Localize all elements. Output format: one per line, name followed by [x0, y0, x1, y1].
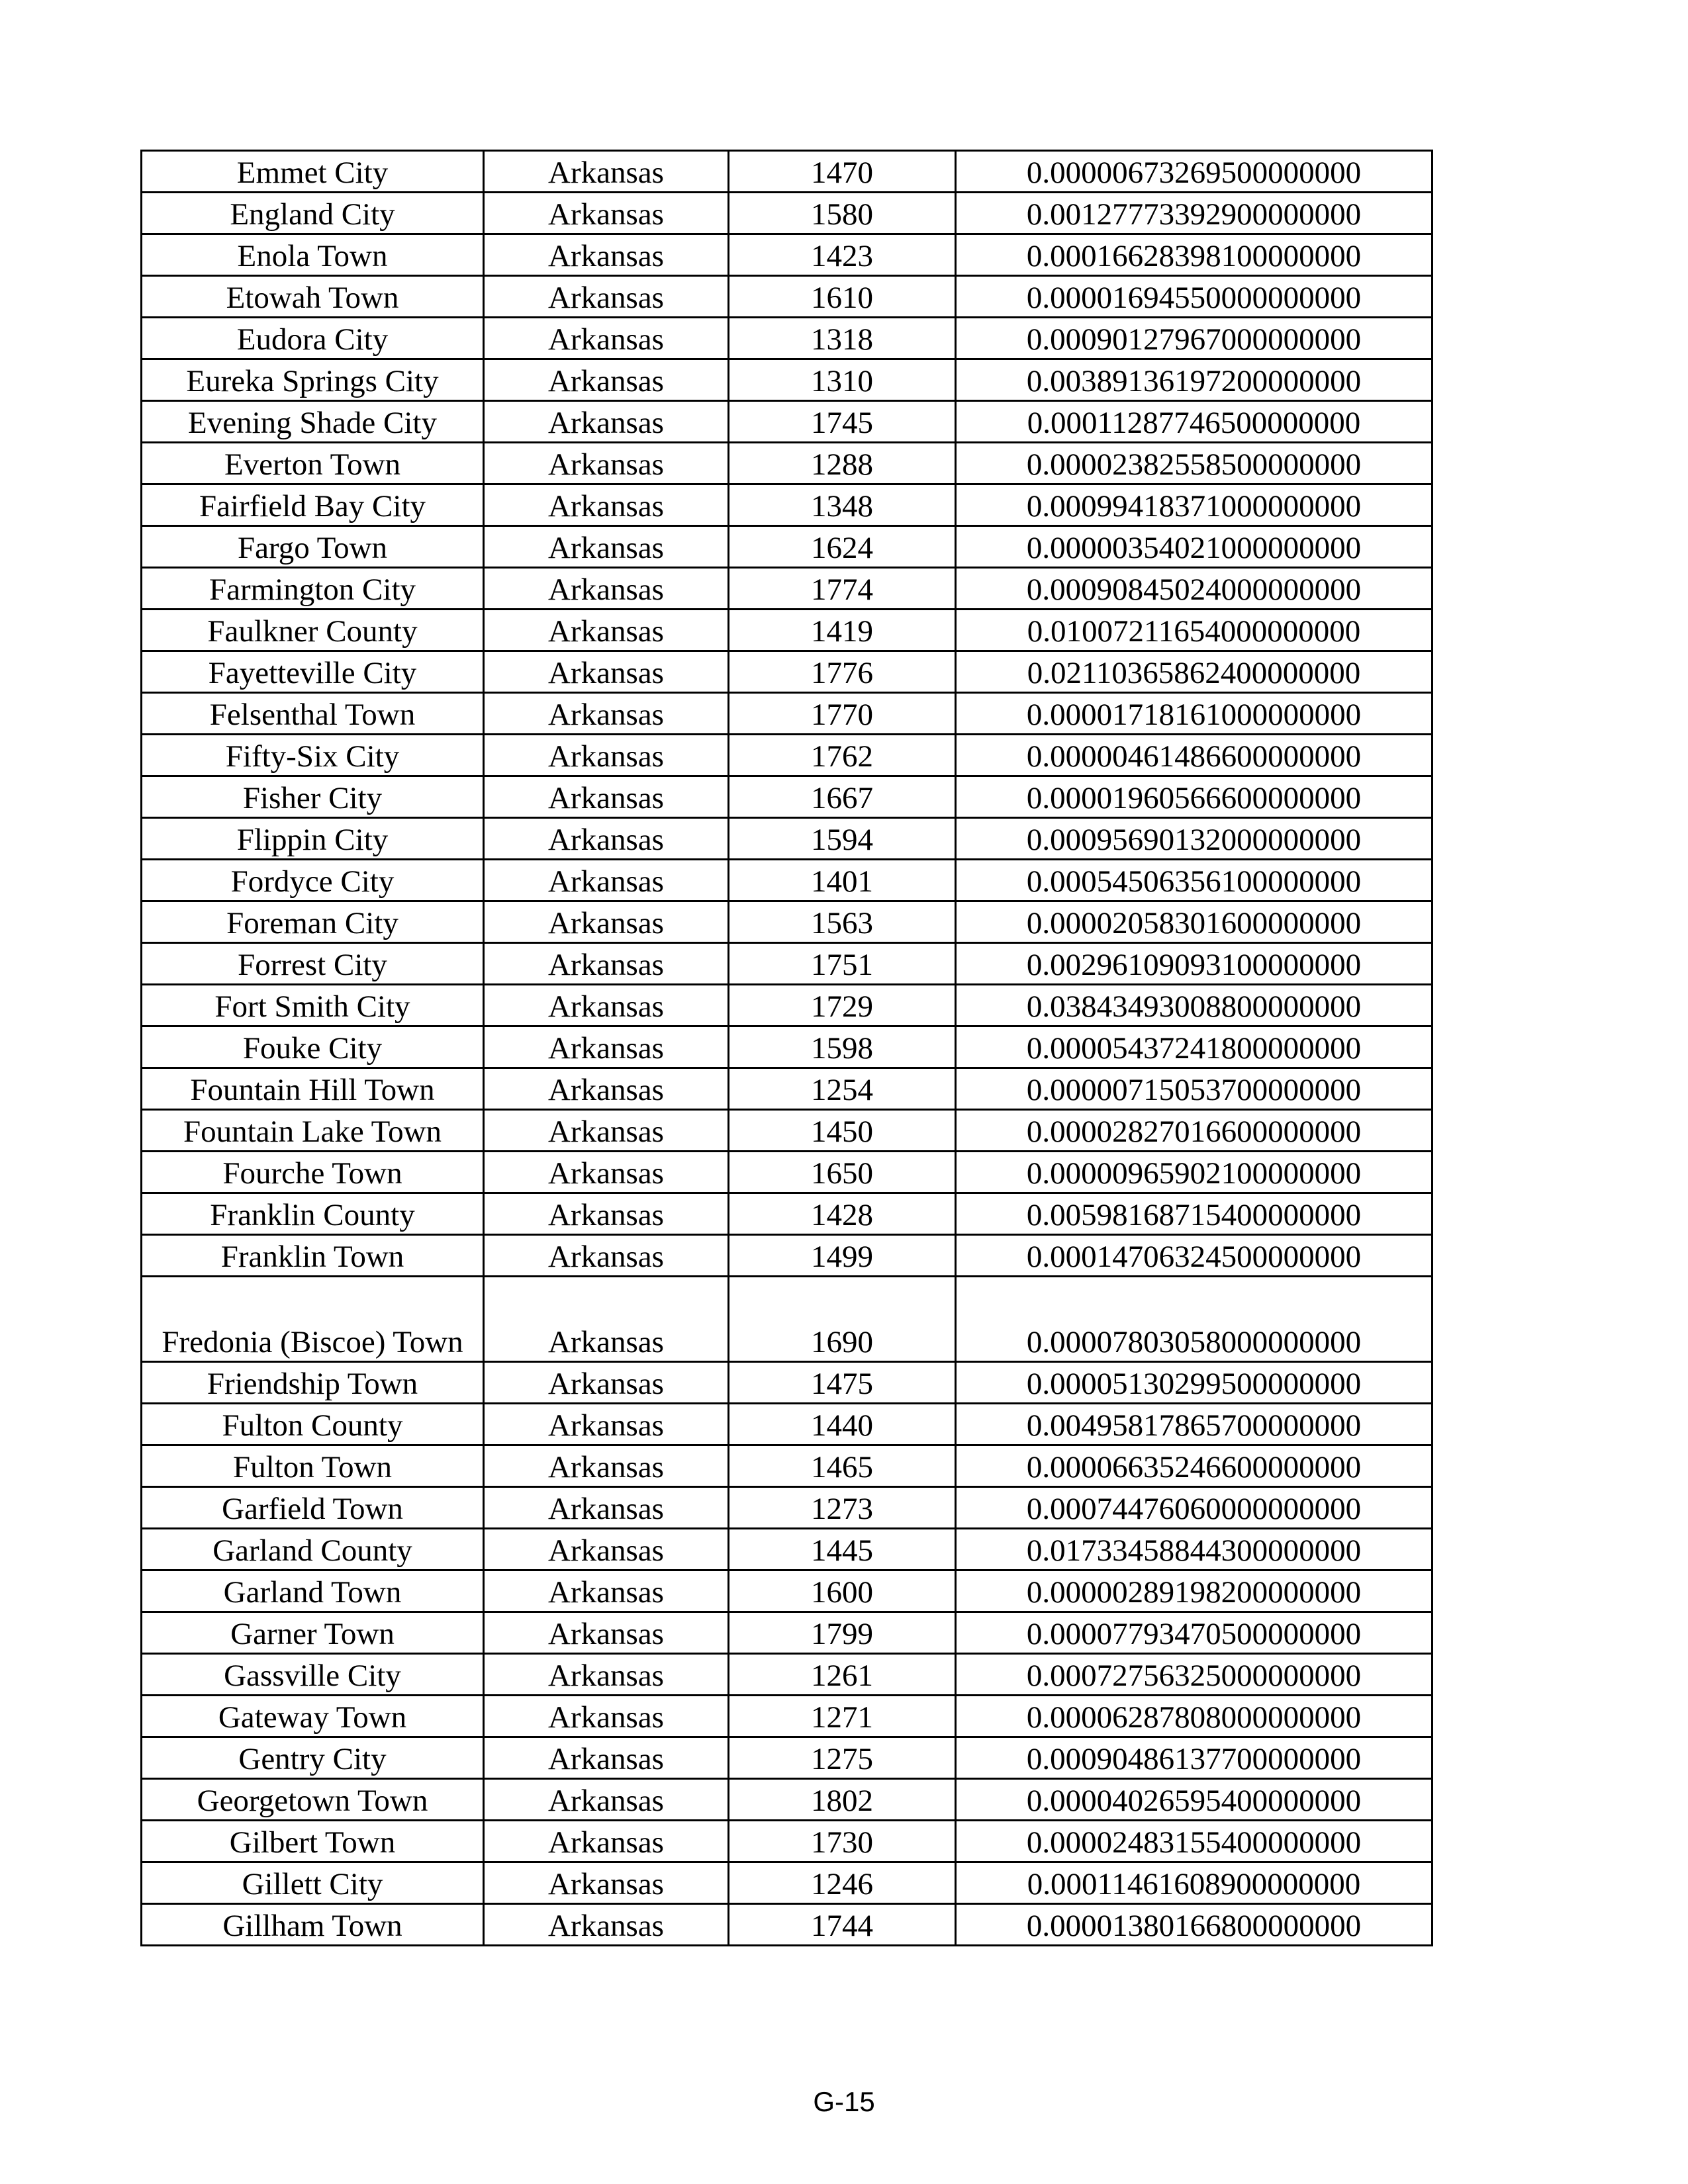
- percentage-cell: 0.00296109093100000000: [956, 943, 1432, 985]
- state-cell: Arkansas: [484, 1570, 729, 1612]
- state-cell: Arkansas: [484, 1654, 729, 1696]
- state-cell: Arkansas: [484, 860, 729, 901]
- state-cell: Arkansas: [484, 985, 729, 1026]
- percentage-cell: 0.00000965902100000000: [956, 1152, 1432, 1193]
- table-row: [142, 651, 1432, 693]
- municipality-cell: Fountain Hill Town: [142, 1068, 484, 1110]
- municipality-cell: Friendship Town: [142, 1362, 484, 1404]
- table-row: [142, 901, 1432, 943]
- percentage-cell: 0.00099418371000000000: [956, 484, 1432, 526]
- code-cell: 1650: [729, 1152, 956, 1193]
- table-row: [142, 1737, 1432, 1779]
- state-cell: Arkansas: [484, 443, 729, 484]
- state-cell: Arkansas: [484, 1026, 729, 1068]
- municipality-cell: Felsenthal Town: [142, 693, 484, 735]
- table-row: [142, 1068, 1432, 1110]
- code-cell: 1273: [729, 1487, 956, 1529]
- state-cell: Arkansas: [484, 568, 729, 610]
- code-cell: 1594: [729, 818, 956, 860]
- table-row: [142, 318, 1432, 359]
- municipality-cell: Gillham Town: [142, 1904, 484, 1946]
- percentage-cell: 0.00127773392900000000: [956, 193, 1432, 234]
- municipality-cell: Eudora City: [142, 318, 484, 359]
- code-cell: 1600: [729, 1570, 956, 1612]
- table-row: [142, 943, 1432, 985]
- code-cell: 1423: [729, 234, 956, 276]
- municipality-cell: Fort Smith City: [142, 985, 484, 1026]
- code-cell: 1310: [729, 359, 956, 401]
- state-cell: Arkansas: [484, 1110, 729, 1152]
- state-cell: Arkansas: [484, 193, 729, 234]
- table-row: [142, 1487, 1432, 1529]
- municipality-cell: Faulkner County: [142, 610, 484, 651]
- percentage-cell: 0.00495817865700000000: [956, 1404, 1432, 1445]
- municipality-cell: Fairfield Bay City: [142, 484, 484, 526]
- percentage-cell: 0.00000354021000000000: [956, 526, 1432, 568]
- state-cell: Arkansas: [484, 735, 729, 776]
- municipality-cell: Flippin City: [142, 818, 484, 860]
- code-cell: 1624: [729, 526, 956, 568]
- municipality-cell: Gilbert Town: [142, 1821, 484, 1862]
- state-cell: Arkansas: [484, 1737, 729, 1779]
- municipality-cell: Fouke City: [142, 1026, 484, 1068]
- municipality-cell: Fredonia (Biscoe) Town: [142, 1277, 484, 1362]
- percentage-cell: 0.00000461486600000000: [956, 735, 1432, 776]
- state-cell: Arkansas: [484, 818, 729, 860]
- code-cell: 1610: [729, 276, 956, 318]
- percentage-cell: 0.00005437241800000000: [956, 1026, 1432, 1068]
- municipality-cell: Gentry City: [142, 1737, 484, 1779]
- code-cell: 1348: [729, 484, 956, 526]
- table-row: [142, 443, 1432, 484]
- code-cell: 1580: [729, 193, 956, 234]
- code-cell: 1428: [729, 1193, 956, 1235]
- state-cell: Arkansas: [484, 234, 729, 276]
- percentage-cell: 0.00000673269500000000: [956, 151, 1432, 193]
- state-cell: Arkansas: [484, 484, 729, 526]
- code-cell: 1690: [729, 1277, 956, 1362]
- code-cell: 1475: [729, 1362, 956, 1404]
- code-cell: 1799: [729, 1612, 956, 1654]
- code-cell: 1770: [729, 693, 956, 735]
- municipality-cell: Enola Town: [142, 234, 484, 276]
- state-cell: Arkansas: [484, 693, 729, 735]
- code-cell: 1401: [729, 860, 956, 901]
- code-cell: 1730: [729, 1821, 956, 1862]
- state-cell: Arkansas: [484, 1904, 729, 1946]
- code-cell: 1261: [729, 1654, 956, 1696]
- municipality-cell: Eureka Springs City: [142, 359, 484, 401]
- state-cell: Arkansas: [484, 526, 729, 568]
- percentage-cell: 0.03843493008800000000: [956, 985, 1432, 1026]
- table-row: [142, 1821, 1432, 1862]
- state-cell: Arkansas: [484, 651, 729, 693]
- municipality-cell: Fourche Town: [142, 1152, 484, 1193]
- state-cell: Arkansas: [484, 776, 729, 818]
- municipality-cell: Garfield Town: [142, 1487, 484, 1529]
- state-cell: Arkansas: [484, 1193, 729, 1235]
- municipality-cell: Foreman City: [142, 901, 484, 943]
- state-cell: Arkansas: [484, 1821, 729, 1862]
- percentage-cell: 0.00074476060000000000: [956, 1487, 1432, 1529]
- code-cell: 1246: [729, 1862, 956, 1904]
- code-cell: 1288: [729, 443, 956, 484]
- table-row: [142, 1445, 1432, 1487]
- code-cell: 1744: [729, 1904, 956, 1946]
- code-cell: 1598: [729, 1026, 956, 1068]
- table-row: [142, 1026, 1432, 1068]
- state-cell: Arkansas: [484, 1696, 729, 1737]
- table-row: [142, 359, 1432, 401]
- percentage-cell: 0.00006287808000000000: [956, 1696, 1432, 1737]
- code-cell: 1271: [729, 1696, 956, 1737]
- code-cell: 1751: [729, 943, 956, 985]
- state-cell: Arkansas: [484, 359, 729, 401]
- table-row: [142, 1779, 1432, 1821]
- state-cell: Arkansas: [484, 1277, 729, 1362]
- municipality-cell: Gassville City: [142, 1654, 484, 1696]
- percentage-cell: 0.00598168715400000000: [956, 1193, 1432, 1235]
- municipality-cell: Gillett City: [142, 1862, 484, 1904]
- municipality-cell: Fisher City: [142, 776, 484, 818]
- state-cell: Arkansas: [484, 1779, 729, 1821]
- table-row: [142, 1612, 1432, 1654]
- municipality-cell: Fordyce City: [142, 860, 484, 901]
- percentage-cell: 0.00054506356100000000: [956, 860, 1432, 901]
- percentage-cell: 0.00004026595400000000: [956, 1779, 1432, 1821]
- code-cell: 1729: [729, 985, 956, 1026]
- table-body: [142, 151, 1432, 1946]
- percentage-cell: 0.00002058301600000000: [956, 901, 1432, 943]
- state-cell: Arkansas: [484, 1862, 729, 1904]
- table-row: [142, 1235, 1432, 1277]
- percentage-cell: 0.00090127967000000000: [956, 318, 1432, 359]
- municipality-cell: Fulton Town: [142, 1445, 484, 1487]
- table-row: [142, 860, 1432, 901]
- table-row: [142, 1696, 1432, 1737]
- table-row: [142, 776, 1432, 818]
- state-cell: Arkansas: [484, 318, 729, 359]
- state-cell: Arkansas: [484, 901, 729, 943]
- percentage-cell: 0.00002827016600000000: [956, 1110, 1432, 1152]
- municipality-cell: Emmet City: [142, 151, 484, 193]
- state-cell: Arkansas: [484, 610, 729, 651]
- table-row: [142, 151, 1432, 193]
- code-cell: 1745: [729, 401, 956, 443]
- code-cell: 1776: [729, 651, 956, 693]
- percentage-cell: 0.00011461608900000000: [956, 1862, 1432, 1904]
- municipality-cell: Georgetown Town: [142, 1779, 484, 1821]
- state-cell: Arkansas: [484, 1404, 729, 1445]
- table-row: [142, 401, 1432, 443]
- state-cell: Arkansas: [484, 1152, 729, 1193]
- code-cell: 1318: [729, 318, 956, 359]
- percentage-cell: 0.00389136197200000000: [956, 359, 1432, 401]
- municipality-cell: Franklin County: [142, 1193, 484, 1235]
- table-row: [142, 1862, 1432, 1904]
- code-cell: 1465: [729, 1445, 956, 1487]
- percentage-cell: 0.00001380166800000000: [956, 1904, 1432, 1946]
- percentage-cell: 0.01007211654000000000: [956, 610, 1432, 651]
- state-cell: Arkansas: [484, 943, 729, 985]
- state-cell: Arkansas: [484, 151, 729, 193]
- state-cell: Arkansas: [484, 1068, 729, 1110]
- page-number: G-15: [813, 2086, 875, 2117]
- percentage-cell: 0.00001960566600000000: [956, 776, 1432, 818]
- code-cell: 1499: [729, 1235, 956, 1277]
- municipality-cell: Forrest City: [142, 943, 484, 985]
- percentage-cell: 0.00011287746500000000: [956, 401, 1432, 443]
- table-row: [142, 484, 1432, 526]
- state-cell: Arkansas: [484, 1529, 729, 1570]
- code-cell: 1470: [729, 151, 956, 193]
- municipality-cell: Gateway Town: [142, 1696, 484, 1737]
- table-row: [142, 1654, 1432, 1696]
- percentage-cell: 0.00090486137700000000: [956, 1737, 1432, 1779]
- table-row: [142, 526, 1432, 568]
- code-cell: 1762: [729, 735, 956, 776]
- table-row: [142, 193, 1432, 234]
- percentage-cell: 0.01733458844300000000: [956, 1529, 1432, 1570]
- state-cell: Arkansas: [484, 276, 729, 318]
- municipality-cell: Franklin Town: [142, 1235, 484, 1277]
- percentage-cell: 0.00000289198200000000: [956, 1570, 1432, 1612]
- percentage-cell: 0.00001694550000000000: [956, 276, 1432, 318]
- municipality-cell: Farmington City: [142, 568, 484, 610]
- table-row: [142, 1362, 1432, 1404]
- state-cell: Arkansas: [484, 1235, 729, 1277]
- code-cell: 1440: [729, 1404, 956, 1445]
- percentage-cell: 0.00095690132000000000: [956, 818, 1432, 860]
- municipality-cell: Fountain Lake Town: [142, 1110, 484, 1152]
- code-cell: 1419: [729, 610, 956, 651]
- table-row: [142, 1277, 1432, 1362]
- code-cell: 1667: [729, 776, 956, 818]
- table-row: [142, 234, 1432, 276]
- state-cell: Arkansas: [484, 1612, 729, 1654]
- percentage-cell: 0.00007793470500000000: [956, 1612, 1432, 1654]
- percentage-cell: 0.00001718161000000000: [956, 693, 1432, 735]
- code-cell: 1563: [729, 901, 956, 943]
- table-row: [142, 1152, 1432, 1193]
- percentage-cell: 0.00014706324500000000: [956, 1235, 1432, 1277]
- municipality-cell: Evening Shade City: [142, 401, 484, 443]
- percentage-cell: 0.00006635246600000000: [956, 1445, 1432, 1487]
- municipality-cell: Garland Town: [142, 1570, 484, 1612]
- code-cell: 1802: [729, 1779, 956, 1821]
- table-row: [142, 1110, 1432, 1152]
- table-row: [142, 276, 1432, 318]
- municipality-cell: England City: [142, 193, 484, 234]
- municipality-cell: Fargo Town: [142, 526, 484, 568]
- percentage-cell: 0.00090845024000000000: [956, 568, 1432, 610]
- table-row: [142, 693, 1432, 735]
- code-cell: 1254: [729, 1068, 956, 1110]
- table-row: [142, 985, 1432, 1026]
- state-cell: Arkansas: [484, 1445, 729, 1487]
- percentage-cell: 0.00000715053700000000: [956, 1068, 1432, 1110]
- code-cell: 1774: [729, 568, 956, 610]
- table-row: [142, 610, 1432, 651]
- percentage-cell: 0.00072756325000000000: [956, 1654, 1432, 1696]
- table-row: [142, 818, 1432, 860]
- table-row: [142, 568, 1432, 610]
- table-row: [142, 735, 1432, 776]
- municipality-cell: Fayetteville City: [142, 651, 484, 693]
- table-row: [142, 1529, 1432, 1570]
- percentage-cell: 0.00016628398100000000: [956, 234, 1432, 276]
- municipality-cell: Garland County: [142, 1529, 484, 1570]
- table-row: [142, 1193, 1432, 1235]
- municipality-cell: Fulton County: [142, 1404, 484, 1445]
- code-cell: 1450: [729, 1110, 956, 1152]
- percentage-cell: 0.02110365862400000000: [956, 651, 1432, 693]
- percentage-cell: 0.00002483155400000000: [956, 1821, 1432, 1862]
- percentage-cell: 0.00005130299500000000: [956, 1362, 1432, 1404]
- municipality-cell: Etowah Town: [142, 276, 484, 318]
- percentage-cell: 0.00007803058000000000: [956, 1277, 1432, 1362]
- table-row: [142, 1570, 1432, 1612]
- municipality-cell: Garner Town: [142, 1612, 484, 1654]
- percentage-cell: 0.00002382558500000000: [956, 443, 1432, 484]
- municipality-cell: Everton Town: [142, 443, 484, 484]
- table-row: [142, 1904, 1432, 1946]
- table-row: [142, 1404, 1432, 1445]
- state-cell: Arkansas: [484, 1487, 729, 1529]
- state-cell: Arkansas: [484, 1362, 729, 1404]
- code-cell: 1445: [729, 1529, 956, 1570]
- code-cell: 1275: [729, 1737, 956, 1779]
- allocation-table: [140, 150, 1433, 1946]
- state-cell: Arkansas: [484, 401, 729, 443]
- municipality-cell: Fifty-Six City: [142, 735, 484, 776]
